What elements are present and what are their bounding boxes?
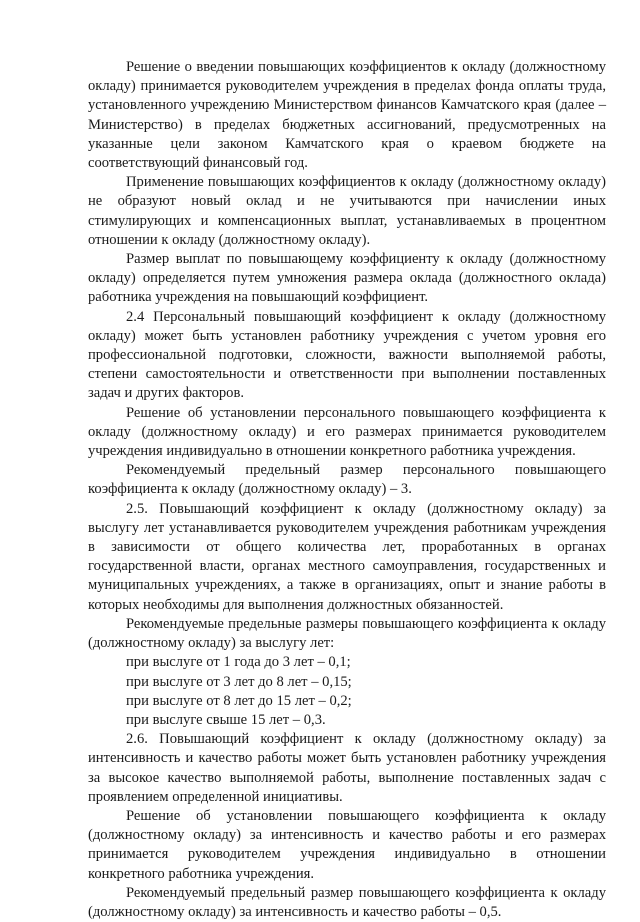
paragraph-intensity-coefficient-decision: Решение об установлении повышающего коэффициента к окладу (должностному окладу) за интенсивность и качество работы и его размерах принимается руководителем учреждения индивидуально в отношении конкретного работника учреждения. <box>88 807 606 882</box>
list-item-seniority-over-15: при выслуге свыше 15 лет – 0,3. <box>126 711 326 728</box>
paragraph-coefficient-application: Применение повышающих коэффициентов к окладу (должностному окладу) не образуют новый оклад и не учитываются при начислении иных стимулирующих и компенсационных выплат, устанавливаемых в процентном отношении к окладу (должностному окладу). <box>88 174 606 248</box>
list-item-seniority-8-15: при выслуге от 8 лет до 15 лет – 0,2; <box>126 692 352 709</box>
list-item-seniority-1-3: при выслуге от 1 года до 3 лет – 0,1; <box>126 654 351 671</box>
paragraph-payment-size: Размер выплат по повышающему коэффициенту к окладу (должностному окладу) определяется путем умножения размера оклада (должностного оклада) работника учреждения на повышающий коэффициент. <box>88 251 606 306</box>
paragraph-personal-coefficient-limit: Рекомендуемый предельный размер персонального повышающего коэффициента к окладу (должностному окладу) – 3. <box>88 462 606 498</box>
paragraph-intensity-coefficient-limit: Рекомендуемый предельный размер повышающего коэффициента к окладу (должностному окладу) за интенсивность и качество работы – 0,5. <box>88 884 606 920</box>
list-item-seniority-3-8: при выслуге от 3 лет до 8 лет – 0,15; <box>126 673 352 690</box>
paragraph-personal-coefficient-decision: Решение об установлении персонального повышающего коэффициента к окладу (должностному окладу) и его размерах принимается руководителем учреждения индивидуально в отношении конкретного работника учреждения. <box>88 404 606 460</box>
paragraph-2-4-personal-coefficient: 2.4 Персональный повышающий коэффициент к окладу (должностному окладу) может быть установлен работнику учреждения с учетом уровня его профессиональной подготовки, сложности, важности выполняемой работы, степени самостоятельности и ответственности при выполнении поставленных задач и других факторов. <box>88 308 606 402</box>
paragraph-seniority-limits-intro: Рекомендуемые предельные размеры повышающего коэффициента к окладу (должностному окладу) за выслугу лет: <box>88 615 606 652</box>
paragraph-2-5-seniority-coefficient: 2.5. Повышающий коэффициент к окладу (должностному окладу) за выслугу лет устанавливается руководителем учреждения работникам учреждения в зависимости от общего количества лет, проработанных в органах государственной власти, органах местного самоуправления, государственных и муниципальных учреждениях, а также в организациях, опыт и знание работы в которых необходимы для выполнения должностных обязанностей. <box>88 500 606 613</box>
document-page <box>88 58 606 922</box>
paragraph-2-6-intensity-coefficient: 2.6. Повышающий коэффициент к окладу (должностному окладу) за интенсивность и качество работы может быть установлен работнику учреждения за высокое качество выполняемой работы, выполнение поставленных задач с проявлением определенной инициативы. <box>88 731 606 805</box>
paragraph-coefficient-decision: Решение о введении повышающих коэффициентов к окладу (должностному окладу) принимается руководителем учреждения в пределах фонда оплаты труда, установленного учреждению Министерством финансов Камчатского края (далее – Министерство) в пределах бюджетных ассигнований, предусмотренных на указанные цели законом Камчатского края о краевом бюджете на соответствующий финансовый год. <box>88 59 606 172</box>
